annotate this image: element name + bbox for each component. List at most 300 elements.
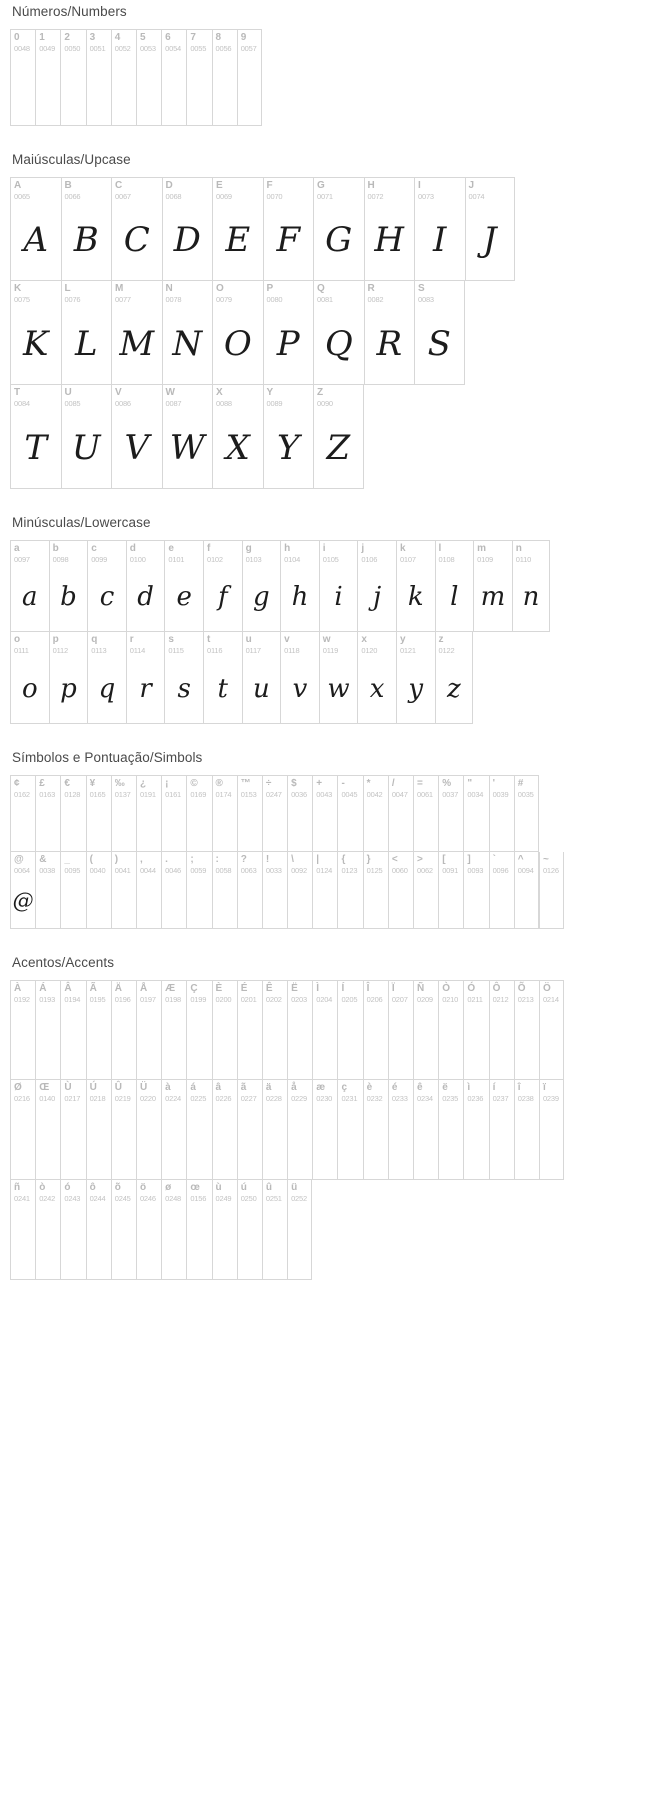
glyph-code-label: 0112 [52, 646, 68, 655]
glyph-code-label: 0249 [215, 1194, 232, 1203]
glyph-char-label: y [399, 634, 406, 645]
glyph-cell[interactable] [86, 1180, 111, 1280]
glyph-cell[interactable] [111, 29, 136, 126]
glyph-cell[interactable] [262, 980, 287, 1080]
glyph-sample: A [23, 220, 49, 260]
glyph-cell[interactable] [87, 540, 126, 632]
glyph-cell[interactable] [35, 1080, 60, 1180]
glyph-cell[interactable] [161, 29, 186, 126]
glyph-cell[interactable] [136, 775, 161, 852]
glyph-cell[interactable] [262, 852, 287, 929]
glyph-code-label: 0101 [168, 555, 185, 564]
glyph-code-label: 0100 [129, 555, 146, 564]
glyph-cell[interactable] [539, 1080, 564, 1180]
glyph-cell[interactable] [161, 852, 186, 929]
glyph-cell[interactable] [514, 775, 539, 852]
glyph-cell[interactable] [162, 385, 213, 489]
glyph-char-label: X [216, 387, 223, 398]
glyph-sample [137, 1001, 161, 1079]
glyph-sample: D [173, 220, 201, 260]
glyph-char-label: R [367, 283, 375, 294]
glyph-cell[interactable] [473, 540, 512, 632]
glyph-code-label: 0087 [165, 399, 182, 408]
glyph-cell[interactable] [287, 980, 312, 1080]
glyph-cell[interactable] [161, 775, 186, 852]
glyph-cell[interactable] [35, 29, 60, 126]
glyph-cell[interactable] [186, 29, 211, 126]
glyph-sample [137, 1100, 161, 1179]
glyph-cell[interactable] [162, 177, 213, 281]
glyph-cell[interactable] [10, 852, 35, 929]
glyph-cell[interactable] [435, 632, 474, 724]
glyph-sample: F [276, 220, 301, 260]
glyph-cell[interactable] [287, 775, 312, 852]
glyph-char-label: S [418, 283, 425, 294]
glyph-cell[interactable] [463, 852, 488, 929]
glyph-cell[interactable] [465, 177, 516, 281]
section-numbers [10, 0, 651, 126]
glyph-code-label: 0169 [190, 790, 207, 799]
glyph-cell[interactable] [363, 980, 388, 1080]
glyph-cell[interactable] [186, 980, 211, 1080]
glyph-cell[interactable] [237, 852, 262, 929]
glyph-cell[interactable] [10, 1180, 35, 1280]
glyph-cell[interactable] [237, 775, 262, 852]
glyph-cell[interactable] [313, 177, 364, 281]
glyph-sample [187, 1100, 211, 1179]
glyph-cell[interactable] [162, 281, 213, 385]
glyph-cell[interactable] [61, 281, 112, 385]
glyph-code-label: 0079 [216, 295, 232, 304]
glyph-cell[interactable] [319, 540, 358, 632]
glyph-cell[interactable] [242, 632, 281, 724]
glyph-cell[interactable] [10, 29, 35, 126]
glyph-cell[interactable] [111, 1180, 136, 1280]
glyph-char-label: ø [165, 1182, 172, 1193]
glyph-char-label: $ [291, 778, 297, 789]
glyph-sample [87, 1001, 111, 1079]
glyph-cell[interactable] [111, 1080, 136, 1180]
glyph-cell[interactable] [413, 1080, 438, 1180]
glyph-code-label: 0137 [114, 790, 131, 799]
glyph-cell[interactable] [86, 852, 111, 929]
glyph-cell[interactable] [186, 1180, 211, 1280]
glyph-cell[interactable] [263, 385, 314, 489]
glyph-sample [515, 798, 538, 851]
glyph-code-label: 0058 [215, 866, 232, 875]
glyph-cell[interactable] [514, 980, 539, 1080]
glyph-cell[interactable] [49, 540, 88, 632]
glyph-sample [112, 1100, 136, 1179]
glyph-sample [263, 1100, 287, 1179]
glyph-sample: q [98, 673, 116, 704]
glyph-char-label: J [468, 180, 475, 191]
glyph-cell[interactable] [388, 775, 413, 852]
glyph-cell[interactable] [35, 980, 60, 1080]
glyph-cell[interactable] [35, 775, 60, 852]
glyph-grid-lowercase [10, 540, 651, 724]
glyph-cell[interactable] [262, 1080, 287, 1180]
glyph-code-label: 0207 [391, 995, 408, 1004]
glyph-cell[interactable] [61, 177, 112, 281]
glyph-cell[interactable] [136, 980, 161, 1080]
glyph-code-label: 0084 [14, 399, 30, 408]
glyph-cell[interactable] [435, 540, 474, 632]
glyph-cell[interactable] [212, 980, 237, 1080]
glyph-code-label: 0074 [468, 192, 485, 201]
glyph-cell[interactable] [161, 980, 186, 1080]
glyph-char-label: > [417, 854, 423, 865]
glyph-code-label: 0052 [114, 44, 131, 53]
glyph-cell[interactable] [413, 980, 438, 1080]
glyph-code-label: 0246 [139, 1194, 156, 1203]
glyph-cell[interactable] [126, 540, 165, 632]
glyph-char-label: * [366, 778, 371, 789]
glyph-cell[interactable] [35, 852, 60, 929]
glyph-code-label: 0247 [265, 790, 282, 799]
glyph-code-label: 0219 [114, 1094, 131, 1103]
glyph-cell[interactable] [313, 281, 364, 385]
glyph-cell[interactable] [86, 1080, 111, 1180]
glyph-cell[interactable] [212, 852, 237, 929]
glyph-cell[interactable] [489, 852, 514, 929]
glyph-cell[interactable] [413, 852, 438, 929]
glyph-cell[interactable] [10, 1080, 35, 1180]
glyph-cell[interactable] [312, 980, 337, 1080]
glyph-cell[interactable] [186, 1080, 211, 1180]
glyph-char-label: 9 [240, 32, 247, 43]
glyph-cell[interactable] [512, 540, 551, 632]
glyph-char-label: 7 [190, 32, 196, 43]
glyph-sample: d [137, 582, 154, 612]
glyph-code-label: 0230 [316, 1094, 333, 1103]
glyph-char-label: Ì [316, 983, 320, 994]
glyph-cell[interactable] [319, 632, 358, 724]
glyph-cell[interactable] [438, 980, 463, 1080]
glyph-cell[interactable] [111, 385, 162, 489]
glyph-sample [213, 50, 237, 125]
glyph-sample [313, 798, 337, 851]
glyph-cell[interactable] [438, 852, 463, 929]
glyph-cell[interactable] [87, 632, 126, 724]
glyph-cell[interactable] [514, 1080, 539, 1180]
glyph-char-label: , [139, 854, 143, 865]
glyph-cell[interactable] [337, 980, 362, 1080]
glyph-cell[interactable] [212, 1080, 237, 1180]
glyph-sample [263, 1200, 287, 1279]
glyph-cell[interactable] [203, 632, 242, 724]
glyph-cell[interactable] [337, 1080, 362, 1180]
glyph-cell[interactable] [280, 632, 319, 724]
glyph-cell[interactable] [237, 1080, 262, 1180]
glyph-cell[interactable] [312, 775, 337, 852]
glyph-code-label: 0114 [129, 646, 146, 655]
glyph-sample [187, 1200, 211, 1279]
glyph-cell[interactable] [489, 775, 514, 852]
glyph-cell[interactable] [262, 775, 287, 852]
glyph-cell[interactable] [60, 1080, 85, 1180]
glyph-cell[interactable] [363, 852, 388, 929]
glyph-cell[interactable] [212, 177, 263, 281]
glyph-cell[interactable] [212, 281, 263, 385]
glyph-cell[interactable] [10, 177, 61, 281]
glyph-code-label: 0210 [442, 995, 459, 1004]
glyph-cell[interactable] [111, 980, 136, 1080]
glyph-cell[interactable] [364, 177, 415, 281]
glyph-cell[interactable] [111, 177, 162, 281]
glyph-char-label: @ [14, 854, 24, 865]
glyph-char-label: û [265, 1182, 272, 1193]
glyph-sample [213, 1100, 237, 1179]
glyph-cell[interactable] [164, 540, 203, 632]
glyph-char-label: F [266, 180, 273, 191]
glyph-sample [162, 1001, 186, 1079]
glyph-cell[interactable] [396, 632, 435, 724]
glyph-char-label: Æ [165, 983, 176, 994]
glyph-sample [540, 874, 563, 928]
glyph-code-label: 0250 [240, 1194, 257, 1203]
glyph-cell[interactable] [337, 852, 362, 929]
glyph-cell[interactable] [35, 1180, 60, 1280]
glyph-char-label: Ú [89, 1082, 97, 1093]
glyph-cell[interactable] [10, 775, 35, 852]
glyph-row [10, 852, 539, 929]
glyph-cell[interactable] [60, 29, 85, 126]
glyph-char-label: Ò [442, 983, 450, 994]
glyph-char-label: & [39, 854, 47, 865]
glyph-cell[interactable] [413, 775, 438, 852]
glyph-sample [540, 1100, 563, 1179]
glyph-cell[interactable] [388, 1080, 413, 1180]
glyph-code-label: 0217 [64, 1094, 81, 1103]
glyph-sample [36, 50, 60, 125]
glyph-cell[interactable] [136, 852, 161, 929]
glyph-code-label: 0051 [89, 44, 106, 53]
glyph-char-label: f [206, 543, 211, 554]
glyph-sample: L [74, 323, 98, 364]
glyph-cell[interactable] [61, 385, 112, 489]
glyph-char-label: q [91, 634, 98, 645]
glyph-cell[interactable] [463, 980, 488, 1080]
glyph-char-label: œ [190, 1182, 200, 1193]
glyph-sample [313, 1001, 337, 1079]
glyph-cell[interactable] [539, 980, 564, 1080]
glyph-char-label: Ä [114, 983, 122, 994]
glyph-code-label: 0041 [114, 866, 131, 875]
glyph-cell[interactable] [463, 775, 488, 852]
glyph-cell[interactable] [203, 540, 242, 632]
glyph-cell[interactable] [242, 540, 281, 632]
glyph-cell[interactable] [111, 281, 162, 385]
glyph-cell[interactable] [262, 1180, 287, 1280]
glyph-char-label: ; [190, 854, 194, 865]
glyph-char-label: g [245, 543, 252, 554]
glyph-cell[interactable] [312, 1080, 337, 1180]
glyph-char-label: 4 [114, 32, 121, 43]
glyph-char-label: 0 [14, 32, 20, 43]
glyph-cell[interactable] [388, 980, 413, 1080]
glyph-code-label: 0085 [64, 399, 81, 408]
glyph-cell[interactable] [136, 29, 161, 126]
glyph-sample [313, 874, 337, 928]
glyph-cell[interactable] [438, 775, 463, 852]
glyph-cell[interactable] [357, 540, 396, 632]
glyph-sample: Q [324, 323, 353, 364]
glyph-char-label: x [361, 634, 367, 645]
glyph-cell[interactable] [388, 852, 413, 929]
glyph-cell[interactable] [463, 1080, 488, 1180]
glyph-code-label: 0193 [39, 995, 56, 1004]
glyph-cell[interactable] [337, 775, 362, 852]
glyph-cell[interactable] [312, 852, 337, 929]
glyph-cell[interactable] [364, 281, 415, 385]
glyph-cell[interactable] [212, 1180, 237, 1280]
glyph-char-label: j [361, 543, 365, 554]
glyph-sample: l [450, 582, 459, 612]
glyph-cell[interactable] [287, 1180, 312, 1280]
glyph-cell[interactable] [363, 1080, 388, 1180]
glyph-cell[interactable] [212, 775, 237, 852]
glyph-cell[interactable] [164, 632, 203, 724]
glyph-code-label: 0089 [266, 399, 283, 408]
glyph-char-label: | [316, 854, 320, 865]
section-lowercase [10, 489, 651, 724]
glyph-cell[interactable] [10, 540, 49, 632]
glyph-cell[interactable] [489, 1080, 514, 1180]
glyph-sample [187, 798, 211, 851]
glyph-sample: t [217, 673, 228, 704]
glyph-cell[interactable] [539, 852, 564, 929]
glyph-cell[interactable] [287, 1080, 312, 1180]
glyph-cell[interactable] [396, 540, 435, 632]
glyph-sample [414, 1100, 438, 1179]
glyph-code-label: 0096 [492, 866, 509, 875]
glyph-cell[interactable] [212, 385, 263, 489]
glyph-cell[interactable] [438, 1080, 463, 1180]
glyph-code-label: 0203 [291, 995, 307, 1004]
glyph-sample: a [22, 582, 38, 612]
glyph-code-label: 0046 [165, 866, 182, 875]
glyph-char-label: Ù [64, 1082, 72, 1093]
glyph-code-label: 0060 [391, 866, 408, 875]
glyph-char-label: Â [64, 983, 72, 994]
glyph-cell[interactable] [161, 1180, 186, 1280]
glyph-char-label: € [64, 778, 70, 789]
glyph-cell[interactable] [60, 1180, 85, 1280]
glyph-cell[interactable] [186, 775, 211, 852]
section-symbols [10, 724, 651, 929]
glyph-sample [11, 1001, 35, 1079]
glyph-code-label: 0199 [190, 995, 207, 1004]
glyph-char-label: t [206, 634, 211, 645]
glyph-sample [11, 1100, 35, 1179]
glyph-cell[interactable] [60, 775, 85, 852]
glyph-cell[interactable] [60, 980, 85, 1080]
glyph-cell[interactable] [414, 281, 465, 385]
glyph-sample: K [23, 323, 49, 364]
glyph-code-label: 0213 [517, 995, 534, 1004]
glyph-char-label: = [417, 778, 423, 789]
glyph-cell[interactable] [263, 281, 314, 385]
glyph-sample [162, 1200, 186, 1279]
glyph-cell[interactable] [237, 29, 262, 126]
glyph-sample: n [522, 582, 540, 612]
glyph-cell[interactable] [514, 852, 539, 929]
glyph-cell[interactable] [10, 281, 61, 385]
glyph-cell[interactable] [60, 852, 85, 929]
glyph-cell[interactable] [86, 29, 111, 126]
glyph-cell[interactable] [212, 29, 237, 126]
glyph-code-label: 0072 [367, 192, 384, 201]
glyph-cell[interactable] [136, 1180, 161, 1280]
glyph-cell[interactable] [287, 852, 312, 929]
glyph-sample: S [427, 323, 451, 364]
glyph-code-label: 0163 [39, 790, 56, 799]
glyph-cell[interactable] [111, 775, 136, 852]
glyph-cell[interactable] [263, 177, 314, 281]
glyph-code-label: 0034 [467, 790, 484, 799]
glyph-char-label: I [418, 180, 421, 191]
glyph-cell[interactable] [280, 540, 319, 632]
glyph-code-label: 0082 [367, 295, 384, 304]
glyph-sample: o [21, 673, 38, 704]
glyph-code-label: 0218 [89, 1094, 106, 1103]
glyph-cell[interactable] [10, 632, 49, 724]
glyph-cell[interactable] [49, 632, 88, 724]
glyph-cell[interactable] [237, 980, 262, 1080]
glyph-cell[interactable] [111, 852, 136, 929]
glyph-cell[interactable] [10, 980, 35, 1080]
glyph-code-label: 0242 [39, 1194, 56, 1203]
glyph-char-label: Ó [467, 983, 476, 994]
glyph-code-label: 0122 [438, 646, 455, 655]
glyph-row [10, 775, 539, 852]
glyph-cell[interactable] [186, 852, 211, 929]
glyph-cell[interactable] [161, 1080, 186, 1180]
glyph-cell[interactable] [363, 775, 388, 852]
glyph-sample [338, 798, 362, 851]
glyph-sample: H [374, 220, 405, 260]
glyph-sample: j [373, 582, 382, 612]
glyph-code-label: 0094 [517, 866, 534, 875]
glyph-sample [540, 1001, 563, 1079]
glyph-cell[interactable] [489, 980, 514, 1080]
glyph-code-label: 0078 [165, 295, 182, 304]
glyph-code-label: 0125 [366, 866, 383, 875]
glyph-cell[interactable] [313, 385, 364, 489]
glyph-code-label: 0062 [417, 866, 433, 875]
glyph-char-label: æ [316, 1082, 326, 1093]
glyph-cell[interactable] [10, 385, 61, 489]
glyph-cell[interactable] [136, 1080, 161, 1180]
glyph-cell[interactable] [237, 1180, 262, 1280]
glyph-sample [389, 1100, 413, 1179]
glyph-code-label: 0040 [89, 866, 106, 875]
glyph-sample [490, 874, 514, 928]
glyph-cell[interactable] [357, 632, 396, 724]
glyph-sample [187, 874, 211, 928]
glyph-cell[interactable] [86, 775, 111, 852]
glyph-sample: Y [277, 427, 300, 468]
glyph-cell[interactable] [414, 177, 465, 281]
glyph-cell[interactable] [86, 980, 111, 1080]
glyph-char-label: Ø [14, 1082, 22, 1093]
glyph-code-label: 0109 [477, 555, 494, 564]
glyph-cell[interactable] [126, 632, 165, 724]
glyph-code-label: 0099 [91, 555, 108, 564]
glyph-code-label: 0088 [216, 399, 232, 408]
glyph-char-label: ) [114, 854, 119, 865]
